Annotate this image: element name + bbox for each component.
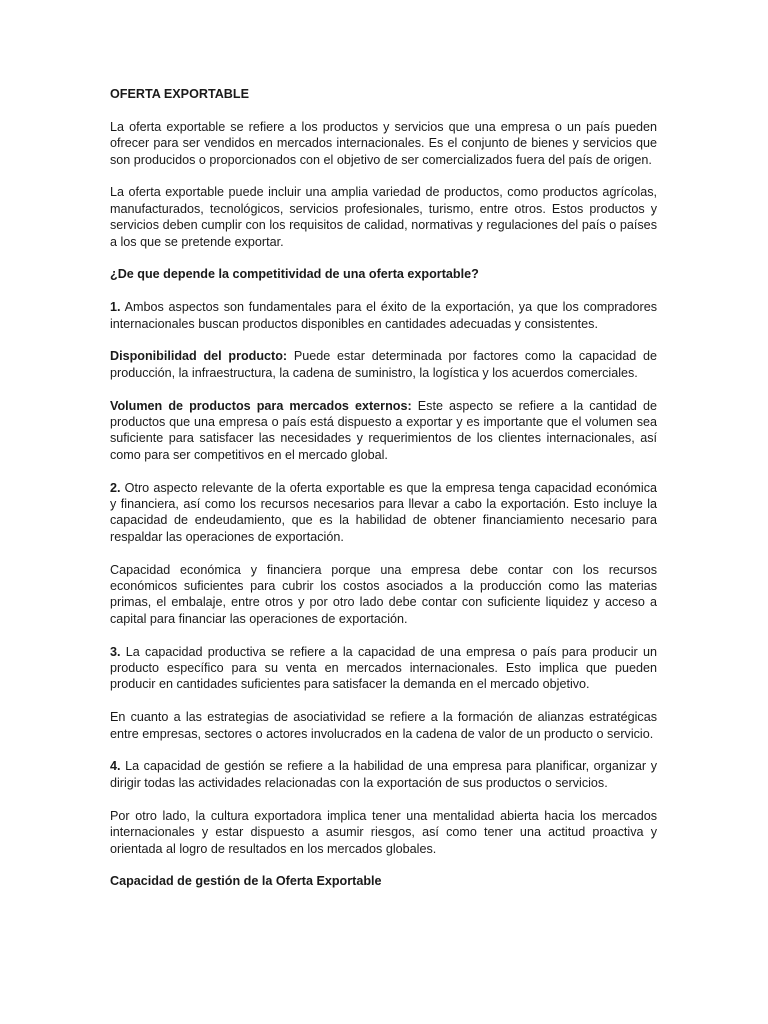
availability-text: Puede estar determinada por factores como la capacidad de producción, la infraestructura, la cadena de suministro, la logística y los acuerdos comerciales. [110, 349, 657, 380]
point-2-text: Otro aspecto relevante de la oferta exportable es que la empresa tenga capacidad económica y financiera, así como los recursos necesarios para llevar a cabo la exportación. Esto incluye la capacidad de endeudamiento, que es la habilidad de obtener financiamiento necesario para respaldar las operaciones de exportación. [110, 480, 657, 544]
point-1-text: Ambos aspectos son fundamentales para el éxito de la exportación, ya que los compradores internacionales buscan productos disponibles en cantidades adecuadas y consistentes. [110, 300, 657, 331]
point-4-text: La capacidad de gestión se refiere a la habilidad de una empresa para planificar, organizar y dirigir todas las actividades relacionadas con la exportación de sus productos o servicios. [110, 759, 657, 790]
availability-paragraph [110, 348, 657, 381]
final-heading-text: Capacidad de gestión de la Oferta Exportable [110, 874, 382, 889]
volume-text: Este aspecto se refiere a la cantidad de productos que una empresa o país está dispuesto a exportar y es importante que el volumen sea suficiente para satisfacer las necesidades y requerimientos de los clientes internacionales, así como para ser competitivos en el mercado global. [110, 398, 657, 462]
point-3-text: La capacidad productiva se refiere a la capacidad de una empresa o país para producir un producto específico para su venta en mercados internacionales. Esto implica que pueden producir en cantidades suficientes para satisfacer la demanda en el mercado objetivo. [110, 644, 657, 692]
point-1-paragraph [110, 299, 657, 332]
associativity-paragraph: En cuanto a las estrategias de asociatividad se refiere a la formación de alianzas estratégicas entre empresas, sectores o actores involucrados en la cadena de valor de un producto o servicio. [110, 710, 657, 741]
point-4-paragraph [110, 758, 657, 791]
volume-label: Volumen de productos para mercados externos: [110, 398, 412, 413]
final-heading [110, 873, 657, 889]
export-culture-paragraph: Por otro lado, la cultura exportadora implica tener una mentalidad abierta hacia los mercados internacionales y estar dispuesto a asumir riesgos, así como tener una actitud proactiva y orientada al logro de resultados en los mercados globales. [110, 808, 657, 856]
point-3-number: 3. [110, 644, 121, 659]
question-heading [110, 266, 657, 282]
document-title: OFERTA EXPORTABLE [110, 87, 249, 101]
point-2-number: 2. [110, 480, 121, 495]
volume-paragraph [110, 398, 657, 464]
point-2-paragraph [110, 480, 657, 546]
question-heading-text: ¿De que depende la competitividad de una oferta exportable? [110, 267, 479, 282]
availability-label: Disponibilidad del producto: [110, 349, 288, 364]
economic-capacity-paragraph: Capacidad económica y financiera porque una empresa debe contar con los recursos económicos suficientes para cubrir los costos asociados a la producción como las materias primas, el embalaje, entre otros y por otro lado debe contar con suficiente liquidez y acceso a capital para financiar las operaciones de exportación. [110, 562, 657, 626]
point-3-paragraph [110, 644, 657, 693]
point-4-number: 4. [110, 759, 121, 774]
intro-paragraph-1: La oferta exportable se refiere a los productos y servicios que una empresa o un país pueden ofrecer para ser vendidos en mercados internacionales. Es el conjunto de bienes y servicios que son producidos o proporcionados con el objetivo de ser comercializados fuera del país de origen. [110, 119, 657, 167]
intro-paragraph-2: La oferta exportable puede incluir una amplia variedad de productos, como productos agrícolas, manufacturados, tecnológicos, servicios profesionales, turismo, entre otros. Estos productos y servicios deben cumplir con los requisitos de calidad, normativas y regulaciones del país o países a los que se pretende exportar. [110, 185, 657, 249]
point-1-number: 1. [110, 300, 121, 315]
document-page [110, 86, 657, 906]
